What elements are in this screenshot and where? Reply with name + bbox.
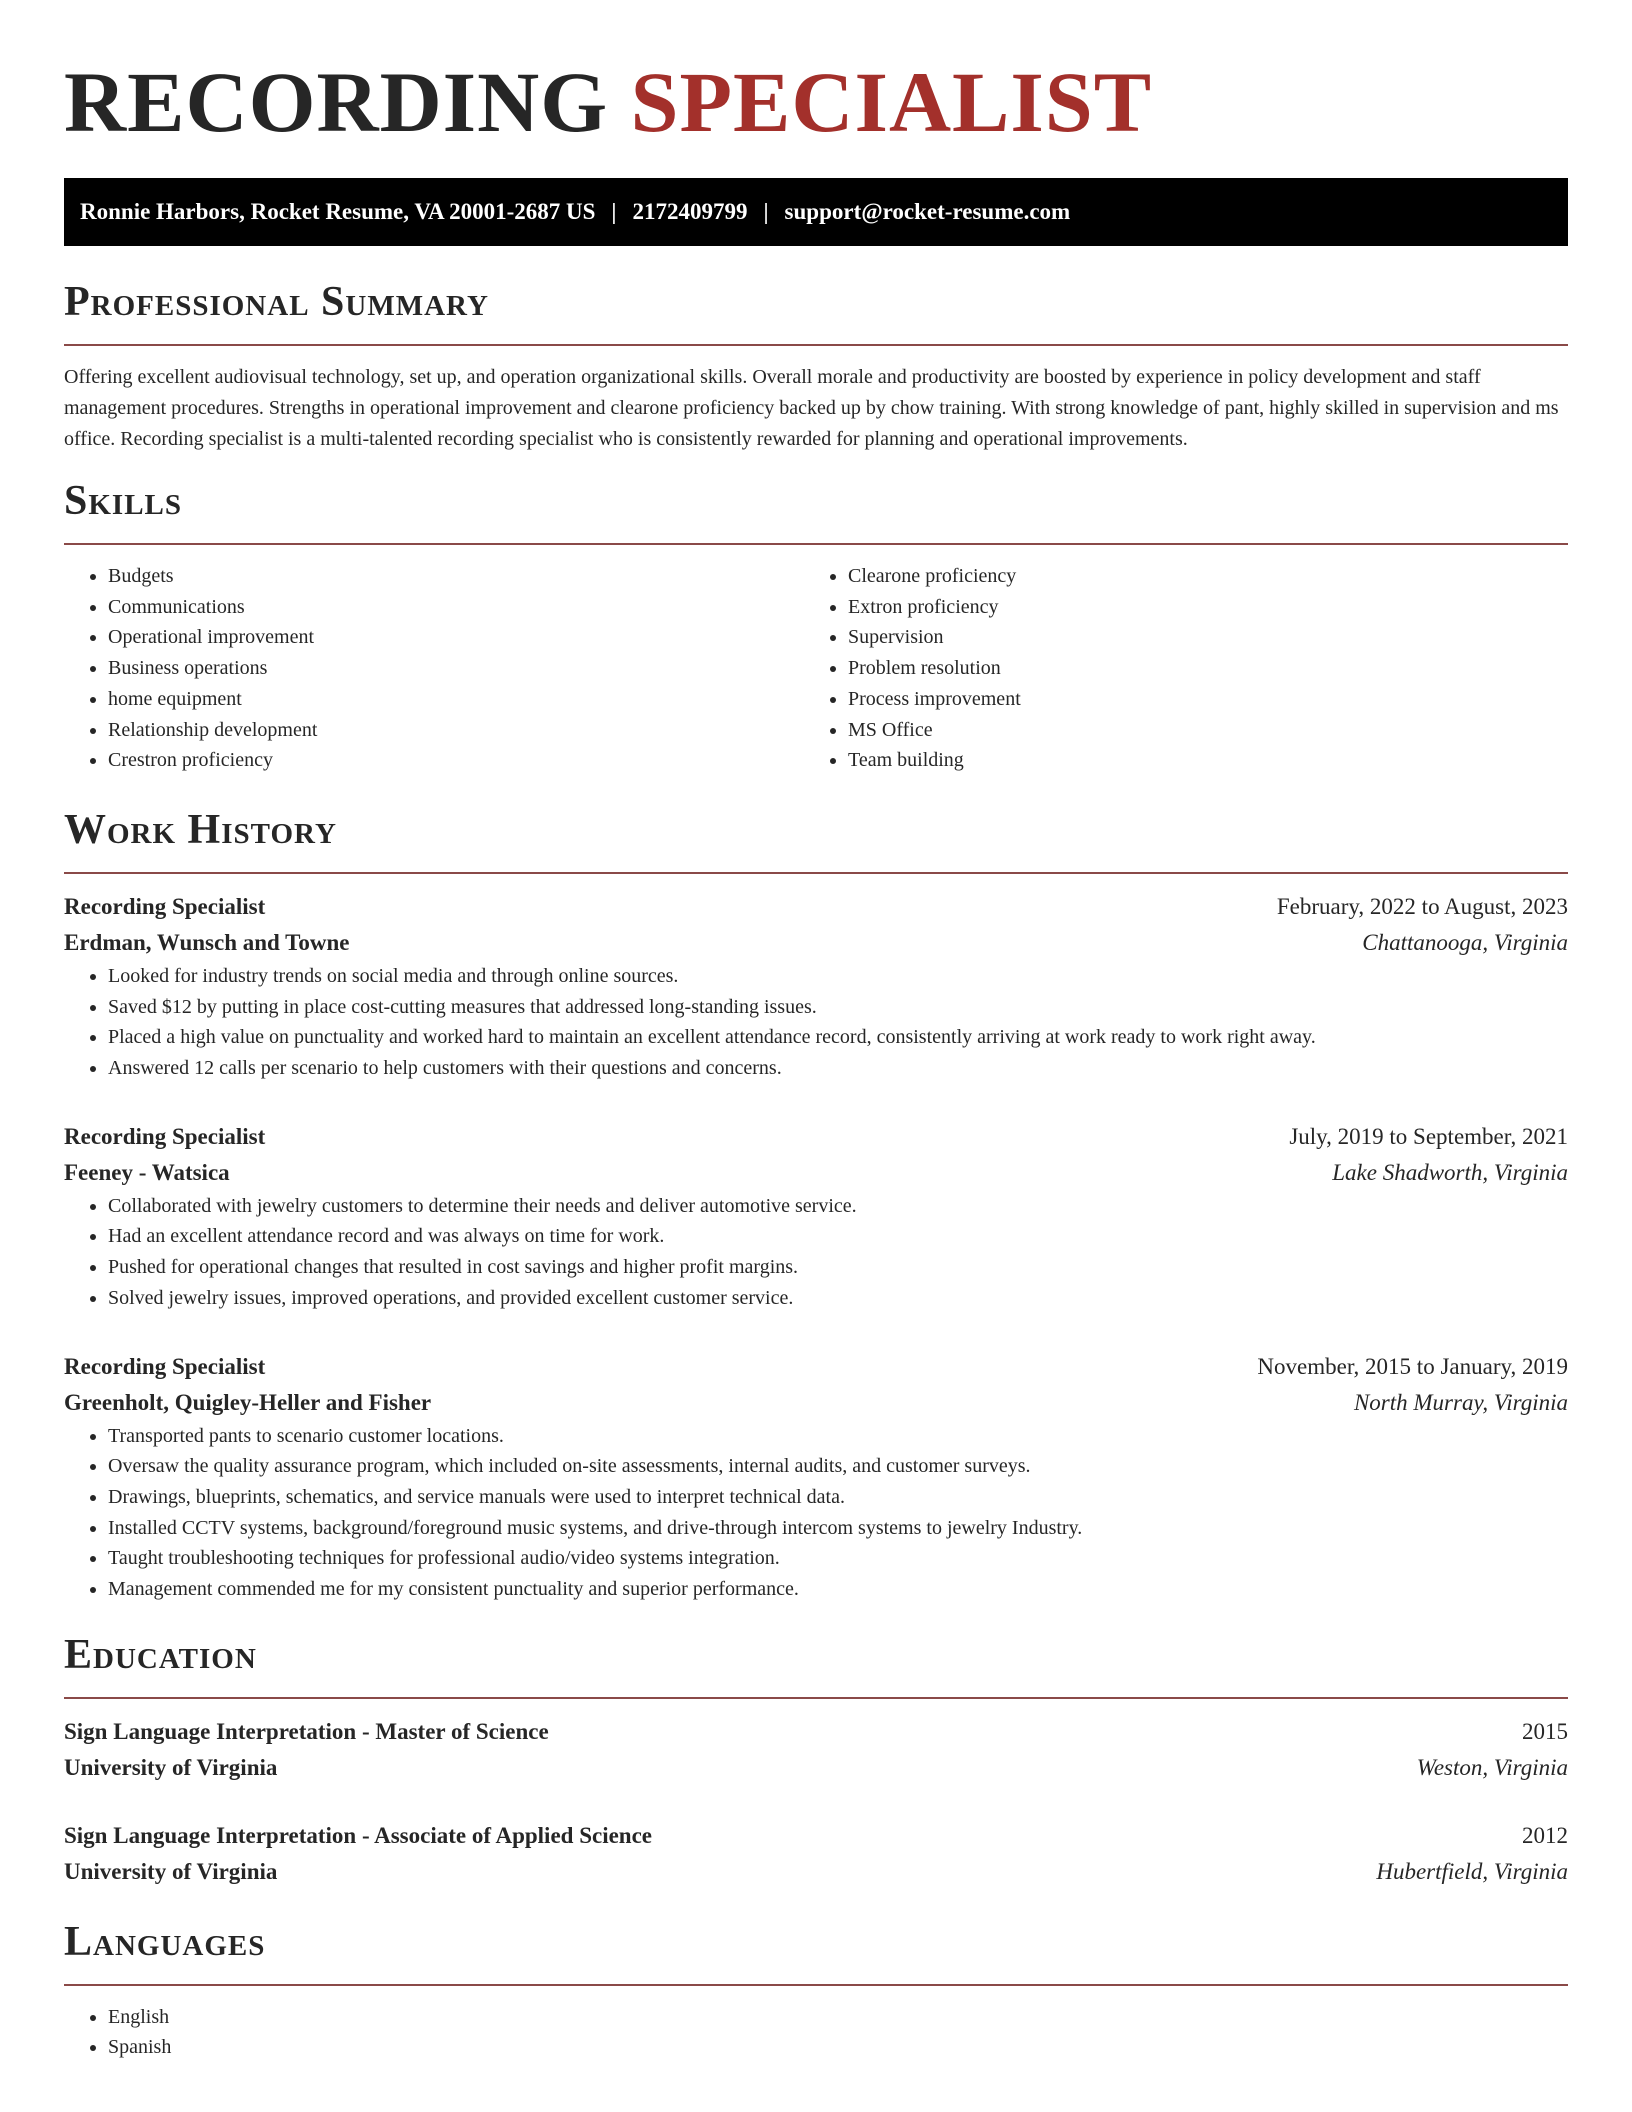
skill-item: • Budgets xyxy=(108,561,804,592)
section-divider xyxy=(64,344,1568,346)
job-company-row xyxy=(64,1155,1568,1191)
section-divider xyxy=(64,872,1568,874)
job-duty: • Transported pants to scenario customer locations. xyxy=(108,1421,1568,1452)
job-duty: • Answered 12 calls per scenario to help customers with their questions and concerns. xyxy=(108,1053,1568,1084)
section-divider xyxy=(64,543,1568,545)
education-degree: Sign Language Interpretation - Master of Science xyxy=(64,1718,549,1744)
education-degree-row xyxy=(64,1714,1568,1750)
job-duty: • Placed a high value on punctuality and worked hard to maintain an excellent attendance record, consistently arriving at work ready to work right away. xyxy=(108,1022,1568,1053)
job-duty: • Saved $12 by putting in place cost-cutting measures that addressed long-standing issues. xyxy=(108,992,1568,1023)
education-location: Hubertfield, Virginia xyxy=(1376,1858,1568,1884)
job-entry xyxy=(64,1119,1568,1314)
education-school: University of Virginia xyxy=(64,1754,278,1780)
skill-item: • Relationship development xyxy=(108,715,804,746)
education-degree: Sign Language Interpretation - Associate of Applied Science xyxy=(64,1822,653,1848)
job-title-row xyxy=(64,1349,1568,1385)
job-location: North Murray, Virginia xyxy=(1353,1389,1568,1415)
skills-grid xyxy=(64,561,1568,776)
job-duty: • Drawings, blueprints, schematics, and service manuals were used to interpret technical data. xyxy=(108,1482,1568,1513)
work-history-heading: Work History xyxy=(64,806,337,853)
job-company-row xyxy=(64,1385,1568,1421)
skills-column-right xyxy=(804,561,1544,776)
job-dates: February, 2022 to August, 2023 xyxy=(1276,893,1568,919)
job-dates: July, 2019 to September, 2021 xyxy=(1289,1123,1568,1149)
job-company: Feeney - Watsica xyxy=(64,1159,230,1185)
job-company-row xyxy=(64,925,1568,961)
job-title: Recording Specialist xyxy=(64,1353,266,1379)
skills-section xyxy=(64,475,1568,776)
skills-column-left xyxy=(64,561,804,776)
job-location: Chattanooga, Virginia xyxy=(1362,929,1568,955)
skill-item: • Operational improvement xyxy=(108,622,804,653)
section-divider xyxy=(64,1697,1568,1699)
work-history-section xyxy=(64,804,1568,1605)
summary-section xyxy=(64,276,1568,455)
education-school-row xyxy=(64,1750,1568,1786)
summary-heading: Professional Summary xyxy=(64,279,489,325)
section-divider xyxy=(64,1984,1568,1986)
education-section xyxy=(64,1629,1568,1890)
skill-item: • Team building xyxy=(848,745,1544,776)
languages-heading: Languages xyxy=(64,1918,266,1965)
languages-list xyxy=(64,2002,1568,2063)
skill-item: • Communications xyxy=(108,592,804,623)
job-duty: • Pushed for operational changes that resulted in cost savings and higher profit margins. xyxy=(108,1252,1568,1283)
job-location: Lake Shadworth, Virginia xyxy=(1332,1159,1568,1185)
contact-email[interactable]: support@rocket-resume.com xyxy=(784,199,1071,224)
job-duties-list xyxy=(64,1421,1568,1605)
job-duty: • Installed CCTV systems, background/foreground music systems, and drive-through intercom systems to jewelry Industry. xyxy=(108,1513,1568,1544)
skill-item: • MS Office xyxy=(848,715,1544,746)
contact-separator: | xyxy=(763,199,769,224)
skill-item: • Process improvement xyxy=(848,684,1544,715)
contact-bar xyxy=(64,178,1568,246)
job-duty: • Collaborated with jewelry customers to determine their needs and deliver automotive service. xyxy=(108,1191,1568,1222)
education-heading: Education xyxy=(64,1631,257,1678)
education-year: 2012 xyxy=(1522,1822,1568,1848)
job-entry xyxy=(64,889,1568,1084)
education-entry xyxy=(64,1818,1568,1890)
education-school: University of Virginia xyxy=(64,1858,278,1884)
job-title: Recording Specialist xyxy=(64,1123,266,1149)
contact-address: Ronnie Harbors, Rocket Resume, VA 20001-2687 US xyxy=(80,199,596,224)
education-school-row xyxy=(64,1854,1568,1890)
contact-separator: | xyxy=(611,199,617,224)
job-company: Greenholt, Quigley-Heller and Fisher xyxy=(64,1389,432,1415)
job-duties-list xyxy=(64,961,1568,1084)
education-entry xyxy=(64,1714,1568,1786)
skills-list-left xyxy=(64,561,804,776)
contact-phone[interactable]: 2172409799 xyxy=(632,199,748,224)
job-duty: • Oversaw the quality assurance program, which included on-site assessments, internal audits, and customer surveys. xyxy=(108,1451,1568,1482)
education-location: Weston, Virginia xyxy=(1416,1754,1568,1780)
skills-list-right xyxy=(804,561,1544,776)
job-title: Recording Specialist xyxy=(64,893,266,919)
summary-text: Offering excellent audiovisual technology, set up, and operation organizational skills. Overall morale and productivity are boosted by experience in policy development and staff management procedures. Strengths in operational improvement and clearone proficiency backed up by chow training. With strong knowledge of pant, highly skilled in supervision and ms office. Recording specialist is a multi-talented recording specialist who is consistently rewarded for planning and operational improvements. xyxy=(64,366,1559,450)
skills-heading: Skills xyxy=(64,478,183,524)
job-duty: • Management commended me for my consistent punctuality and superior performance. xyxy=(108,1574,1568,1605)
job-company: Erdman, Wunsch and Towne xyxy=(64,929,350,955)
skill-item: • Supervision xyxy=(848,622,1544,653)
skill-item: • home equipment xyxy=(108,684,804,715)
title-part-1: RECORDING xyxy=(64,54,609,150)
job-duty: • Had an excellent attendance record and was always on time for work. xyxy=(108,1221,1568,1252)
job-title-row xyxy=(64,1119,1568,1155)
job-duty: • Taught troubleshooting techniques for professional audio/video systems integration. xyxy=(108,1543,1568,1574)
job-title-row xyxy=(64,889,1568,925)
job-entry xyxy=(64,1349,1568,1605)
job-duty: • Looked for industry trends on social media and through online sources. xyxy=(108,961,1568,992)
education-degree-row xyxy=(64,1818,1568,1854)
job-duty: • Solved jewelry issues, improved operations, and provided excellent customer service. xyxy=(108,1283,1568,1314)
job-duties-list xyxy=(64,1191,1568,1314)
skill-item: • Problem resolution xyxy=(848,653,1544,684)
language-item: • English xyxy=(108,2002,1568,2033)
skill-item: • Extron proficiency xyxy=(848,592,1544,623)
education-year: 2015 xyxy=(1522,1718,1568,1744)
skill-item: • Crestron proficiency xyxy=(108,745,804,776)
skill-item: • Business operations xyxy=(108,653,804,684)
resume-title xyxy=(64,0,1568,152)
languages-section xyxy=(64,1916,1568,2063)
job-dates: November, 2015 to January, 2019 xyxy=(1257,1353,1568,1379)
language-item: • Spanish xyxy=(108,2032,1568,2063)
title-part-2: SPECIALIST xyxy=(630,54,1153,150)
skill-item: • Clearone proficiency xyxy=(848,561,1544,592)
